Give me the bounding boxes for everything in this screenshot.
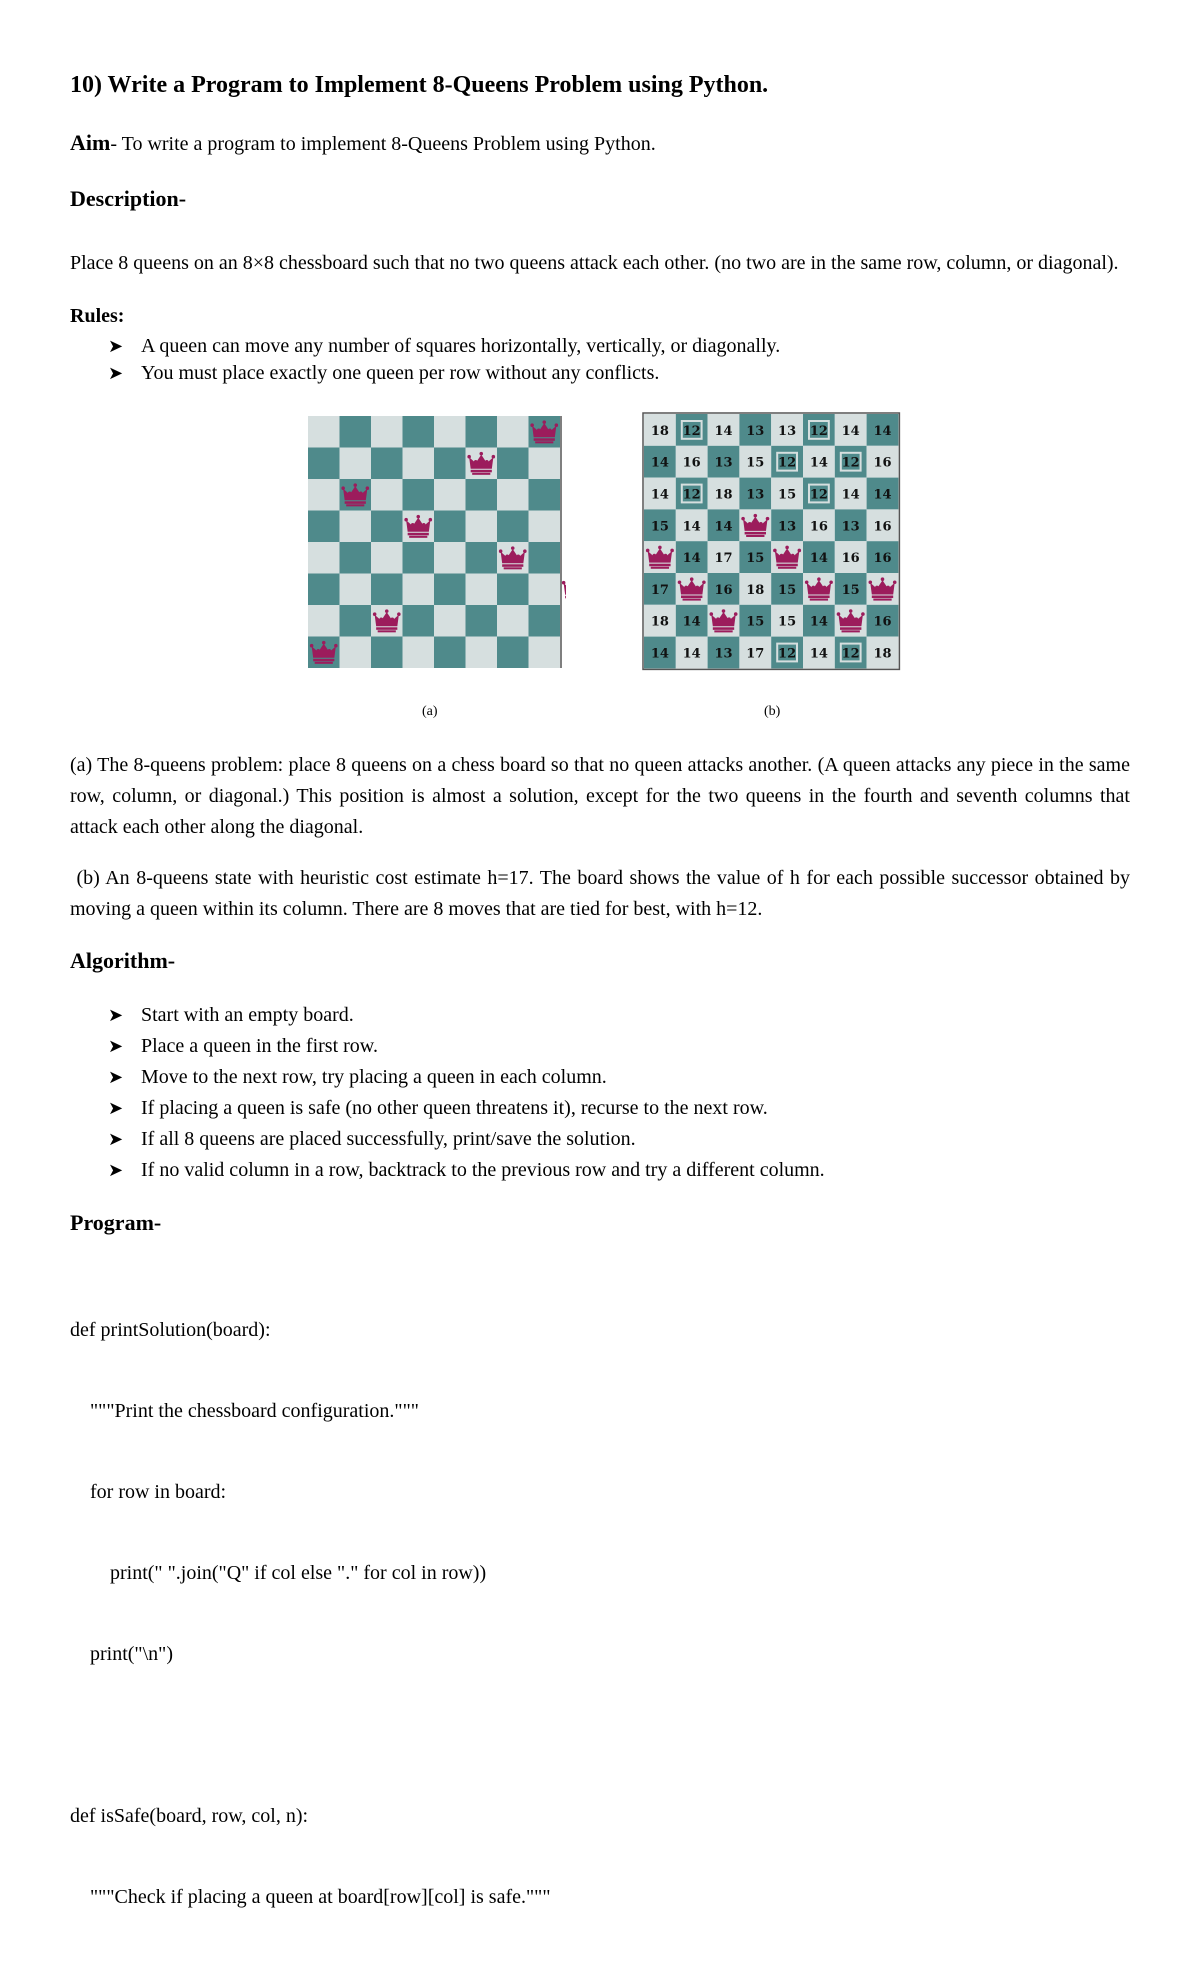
code-line: def isSafe(board, row, col, n): [70, 1805, 309, 1827]
heuristic-value: 15 [746, 614, 765, 630]
code-line: print(" ".join("Q" if col else "." for col in row)) [70, 1562, 487, 1584]
board-square [371, 448, 403, 480]
board-square [497, 574, 529, 606]
board-square [308, 542, 340, 574]
board-square [371, 479, 403, 511]
program-heading: Program- [70, 1210, 162, 1235]
heuristic-value: 14 [682, 519, 701, 535]
board-square [529, 511, 561, 543]
heuristic-value: 13 [778, 519, 797, 535]
board-square [403, 637, 435, 669]
board-square [340, 416, 372, 448]
figure-label-a: (a) [422, 704, 438, 719]
board-square [466, 574, 498, 606]
arrow-bullet-icon: ➤ [108, 336, 124, 356]
board-square [403, 448, 435, 480]
heuristic-value: 14 [873, 423, 892, 439]
board-a [306, 412, 566, 682]
board-square [529, 637, 561, 669]
heuristic-value: 15 [778, 582, 797, 598]
board-square [403, 605, 435, 637]
heuristic-value: 16 [873, 614, 892, 630]
arrow-bullet-icon: ➤ [108, 363, 124, 383]
board-square [340, 542, 372, 574]
heuristic-value: 12 [841, 646, 860, 662]
list-item: ➤ If no valid column in a row, backtrack to the previous row and try a different column. [108, 1155, 825, 1186]
board-square [529, 448, 561, 480]
board-square [340, 605, 372, 637]
list-item: ➤ Move to the next row, try placing a queen in each column. [108, 1062, 825, 1093]
board-square [497, 511, 529, 543]
code-line: def printSolution(board): [70, 1319, 271, 1341]
rules-label: Rules: [70, 305, 125, 327]
board-square [466, 542, 498, 574]
board-square [497, 637, 529, 669]
board-square [308, 605, 340, 637]
board-square [497, 605, 529, 637]
board-b-image [642, 412, 904, 677]
heuristic-value: 14 [682, 646, 701, 662]
board-square [497, 479, 529, 511]
board-square [497, 448, 529, 480]
board-square [371, 511, 403, 543]
heuristic-value: 13 [841, 519, 860, 535]
heuristic-value: 16 [809, 519, 828, 535]
board-square [340, 637, 372, 669]
heuristic-value: 14 [714, 423, 733, 439]
board-square [340, 511, 372, 543]
board-square [403, 542, 435, 574]
board-square [497, 416, 529, 448]
heuristic-value: 14 [650, 455, 669, 471]
board-square [434, 574, 466, 606]
aim-text: - To write a program to implement 8-Queens Problem using Python. [110, 133, 656, 155]
board-square [371, 574, 403, 606]
heuristic-value: 14 [809, 614, 828, 630]
arrow-bullet-icon: ➤ [108, 1160, 124, 1180]
code-line: print("\n") [70, 1643, 173, 1665]
board-square [529, 542, 561, 574]
code-line [70, 1722, 550, 1749]
heuristic-value: 12 [778, 646, 797, 662]
board-square [466, 511, 498, 543]
algorithm-heading: Algorithm- [70, 948, 176, 973]
board-square [371, 542, 403, 574]
heuristic-value: 14 [809, 455, 828, 471]
arrow-bullet-icon: ➤ [108, 1067, 124, 1087]
arrow-bullet-icon: ➤ [108, 1098, 124, 1118]
board-square [466, 479, 498, 511]
heuristic-value: 18 [714, 487, 733, 503]
heuristic-value: 16 [682, 455, 701, 471]
heuristic-value: 18 [650, 423, 669, 439]
heuristic-value: 13 [746, 423, 765, 439]
heuristic-value: 15 [650, 519, 669, 535]
heuristic-value: 14 [650, 646, 669, 662]
heuristic-value: 15 [746, 551, 765, 567]
caption-b: (b) An 8-queens state with heuristic cost estimate h=17. The board shows the value of h for each possible successor obtained by moving a queen within its column. There are 8 moves that are tied for best, with h=12. [70, 867, 1135, 920]
list-item: ➤ Start with an empty board. [108, 1000, 825, 1031]
heuristic-value: 12 [778, 455, 797, 471]
heuristic-value: 12 [809, 423, 828, 439]
heuristic-value: 12 [682, 423, 701, 439]
heuristic-value: 13 [714, 455, 733, 471]
heuristic-value: 14 [809, 551, 828, 567]
list-item: ➤ Place a queen in the first row. [108, 1031, 825, 1062]
code-line: """Check if placing a queen at board[row][col] is safe.""" [70, 1886, 551, 1908]
heuristic-value: 14 [809, 646, 828, 662]
rules-list [108, 333, 780, 387]
board-square [434, 542, 466, 574]
heuristic-value: 18 [873, 646, 892, 662]
board-square [434, 511, 466, 543]
heuristic-value: 17 [650, 582, 669, 598]
heuristic-value: 12 [682, 487, 701, 503]
board-square [308, 479, 340, 511]
heuristic-value: 14 [682, 614, 701, 630]
board-square [434, 479, 466, 511]
board-square [466, 605, 498, 637]
board-square [371, 416, 403, 448]
board-square [340, 574, 372, 606]
list-item: ➤ If placing a queen is safe (no other queen threatens it), recurse to the next row. [108, 1093, 825, 1124]
heuristic-value: 14 [841, 487, 860, 503]
algorithm-list [108, 1000, 825, 1186]
heuristic-value: 13 [778, 423, 797, 439]
heuristic-value: 17 [746, 646, 765, 662]
heuristic-value: 16 [873, 455, 892, 471]
board-square [434, 416, 466, 448]
heuristic-value: 16 [714, 582, 733, 598]
arrow-bullet-icon: ➤ [108, 1005, 124, 1025]
code-block [70, 1263, 550, 1965]
heuristic-value: 15 [841, 582, 860, 598]
board-a-image [306, 412, 566, 677]
board-square [308, 416, 340, 448]
board-square [403, 479, 435, 511]
heuristic-value: 18 [746, 582, 765, 598]
board-square [529, 574, 561, 606]
board-square [529, 479, 561, 511]
list-item: ➤ You must place exactly one queen per row without any conflicts. [108, 360, 780, 387]
list-item: ➤ If all 8 queens are placed successfully, print/save the solution. [108, 1124, 825, 1155]
heuristic-value: 12 [841, 455, 860, 471]
figure-label-b: (b) [764, 704, 781, 719]
heuristic-value: 16 [873, 519, 892, 535]
code-line: for row in board: [70, 1481, 227, 1503]
board-square [308, 448, 340, 480]
board-square [434, 605, 466, 637]
heuristic-value: 14 [873, 487, 892, 503]
aim-line [70, 130, 656, 156]
caption-a: (a) The 8-queens problem: place 8 queens on a chess board so that no queen attacks another. (A queen attacks any piece in the same row, column, or diagonal.) This position is almost a solution, except for the two queens in the fourth and seventh columns that attack each other along the diagonal. [70, 754, 1130, 838]
heuristic-value: 15 [778, 614, 797, 630]
heuristic-value: 15 [746, 455, 765, 471]
heuristic-value: 17 [714, 551, 733, 567]
board-square [403, 574, 435, 606]
board-square [434, 448, 466, 480]
board-square [434, 637, 466, 669]
heuristic-value: 14 [682, 551, 701, 567]
board-square [466, 416, 498, 448]
board-square [371, 637, 403, 669]
board-square [308, 511, 340, 543]
aim-label: Aim [70, 130, 111, 155]
board-square [308, 574, 340, 606]
board-square [403, 416, 435, 448]
heuristic-value: 12 [809, 487, 828, 503]
heuristic-value: 15 [778, 487, 797, 503]
heuristic-value: 18 [650, 614, 669, 630]
board-square [340, 448, 372, 480]
heuristic-value: 14 [650, 487, 669, 503]
heuristic-value: 13 [746, 487, 765, 503]
board-b [642, 412, 904, 682]
arrow-bullet-icon: ➤ [108, 1036, 124, 1056]
list-item: ➤ A queen can move any number of squares horizontally, vertically, or diagonally. [108, 333, 780, 360]
heuristic-value: 16 [841, 551, 860, 567]
description-heading: Description- [70, 186, 187, 211]
code-line: """Print the chessboard configuration.""" [70, 1400, 419, 1422]
heuristic-value: 14 [841, 423, 860, 439]
board-square [466, 637, 498, 669]
heuristic-value: 13 [714, 646, 733, 662]
description-text: Place 8 queens on an 8×8 chessboard such that no two queens attack each other. (no two are in the same row, column, or diagonal). [70, 252, 1119, 274]
board-square [529, 605, 561, 637]
heuristic-value: 14 [714, 519, 733, 535]
page-title: 10) Write a Program to Implement 8-Queens Problem using Python. [70, 72, 769, 98]
heuristic-value: 16 [873, 551, 892, 567]
arrow-bullet-icon: ➤ [108, 1129, 124, 1149]
